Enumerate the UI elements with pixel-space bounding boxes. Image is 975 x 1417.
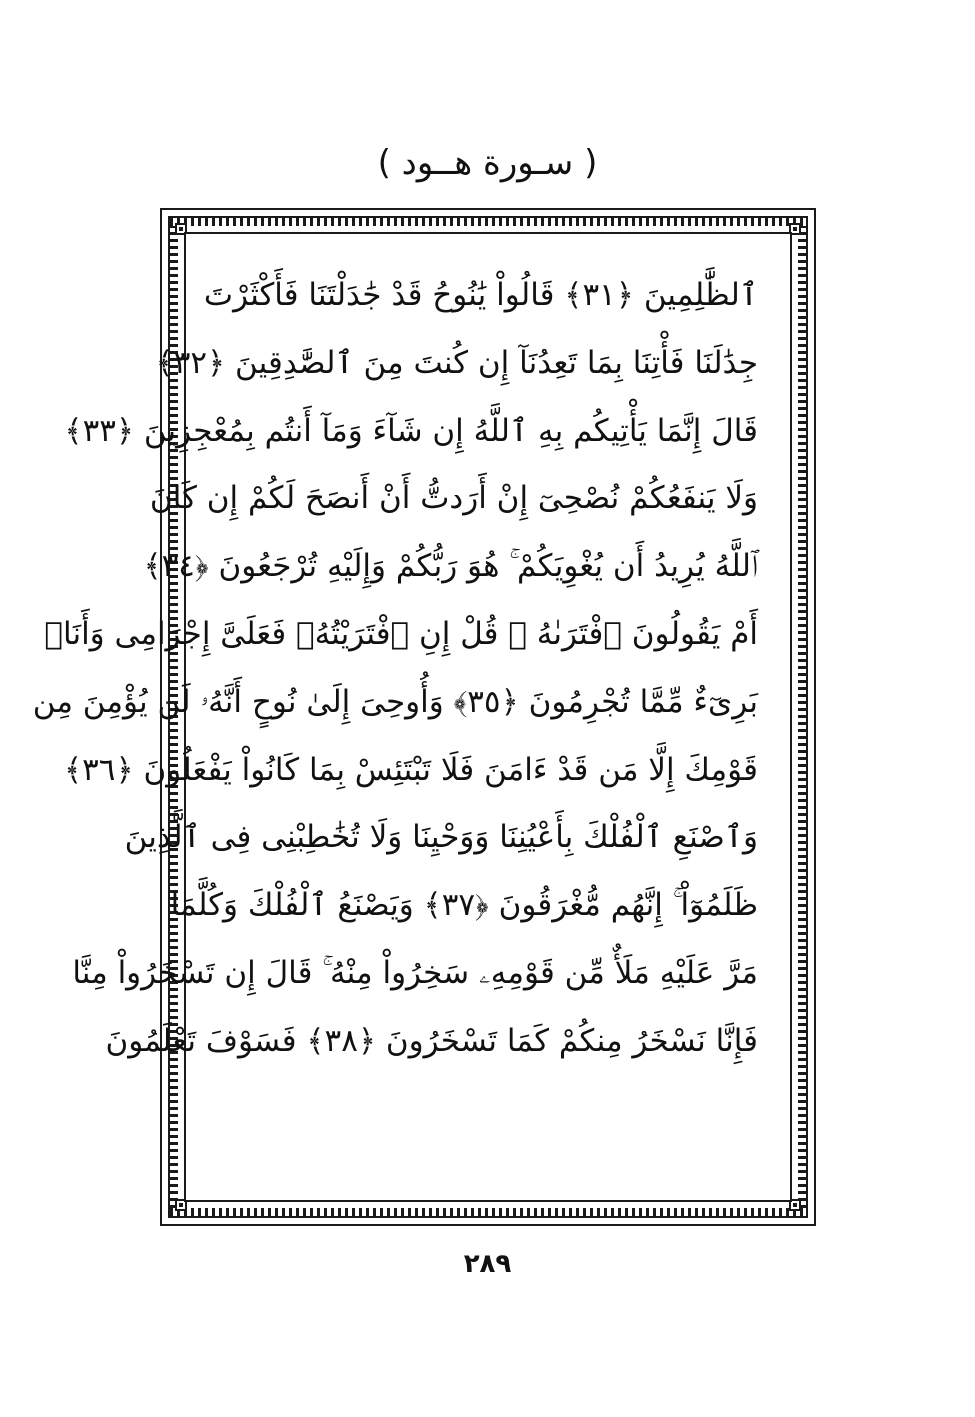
verse-line: أَمْ يَقُولُونَ ٱفْتَرَىٰهُ ۖ قُلْ إِنِ ٱفْتَرَيْتُهُۥ فَعَلَىَّ إِجْرَامِى وَأَنَا۠ xyxy=(44,615,758,652)
verse-line: ٱلظَّٰلِمِينَ ﴿٣١﴾ قَالُواْ يَٰنُوحُ قَدْ جَٰدَلْتَنَا فَأَكْثَرْتَ xyxy=(203,277,758,313)
verse-line: فَإِنَّا نَسْخَرُ مِنكُمْ كَمَا تَسْخَرُونَ ﴿٣٨﴾ فَسَوْفَ تَعْلَمُونَ xyxy=(105,1022,758,1059)
verse-line: قَوْمِكَ إِلَّا مَن قَدْ ءَامَنَ فَلَا تَبْتَئِسْ بِمَا كَانُواْ يَفْعَلُونَ ﴿٣٦﴾ xyxy=(63,751,758,788)
surah-title: ( سـورة هــود ) xyxy=(377,143,598,183)
verse-line: جِدَٰلَنَا فَأْتِنَا بِمَا تَعِدُنَآ إِن كُنتَ مِنَ ٱلصَّٰدِقِينَ ﴿٣٢﴾ xyxy=(155,344,758,381)
page-number: ٢٨٩ xyxy=(463,1249,512,1279)
verse-line: بَرِىٓءٌ مِّمَّا تُجْرِمُونَ ﴿٣٥﴾ وَأُوحِىَ إِلَىٰ نُوحٍ أَنَّهُۥ لَن يُؤْمِنَ مِن xyxy=(32,683,758,720)
verse-line: ظَلَمُوٓاْ ۚ إِنَّهُم مُّغْرَقُونَ ﴿٣٧﴾ وَيَصْنَعُ ٱلْفُلْكَ وَكُلَّمَا xyxy=(170,887,758,924)
verse-line: وَلَا يَنفَعُكُمْ نُصْحِىٓ إِنْ أَرَدتُّ أَنْ أَنصَحَ لَكُمْ إِن كَانَ xyxy=(149,480,758,517)
verse-line: مَرَّ عَلَيْهِ مَلَأٌ مِّن قَوْمِهِۦ سَخِرُواْ مِنْهُ ۚ قَالَ إِن تَسْخَرُواْ مِنَّا xyxy=(72,954,758,991)
verse-text-block xyxy=(32,262,758,1076)
verse-line: وَٱصْنَعِ ٱلْفُلْكَ بِأَعْيُنِنَا وَوَحْيِنَا وَلَا تُخَٰطِبْنِى فِى ٱلَّذِينَ xyxy=(124,819,758,856)
verse-line: ٱللَّهُ يُرِيدُ أَن يُغْوِيَكُمْ ۚ هُوَ رَبُّكُمْ وَإِلَيْهِ تُرْجَعُونَ ﴿٣٤﴾ xyxy=(143,548,758,585)
verse-line: قَالَ إِنَّمَا يَأْتِيكُم بِهِ ٱللَّهُ إِن شَآءَ وَمَآ أَنتُم بِمُعْجِزِينَ ﴿٣٣﴾ xyxy=(64,412,758,449)
